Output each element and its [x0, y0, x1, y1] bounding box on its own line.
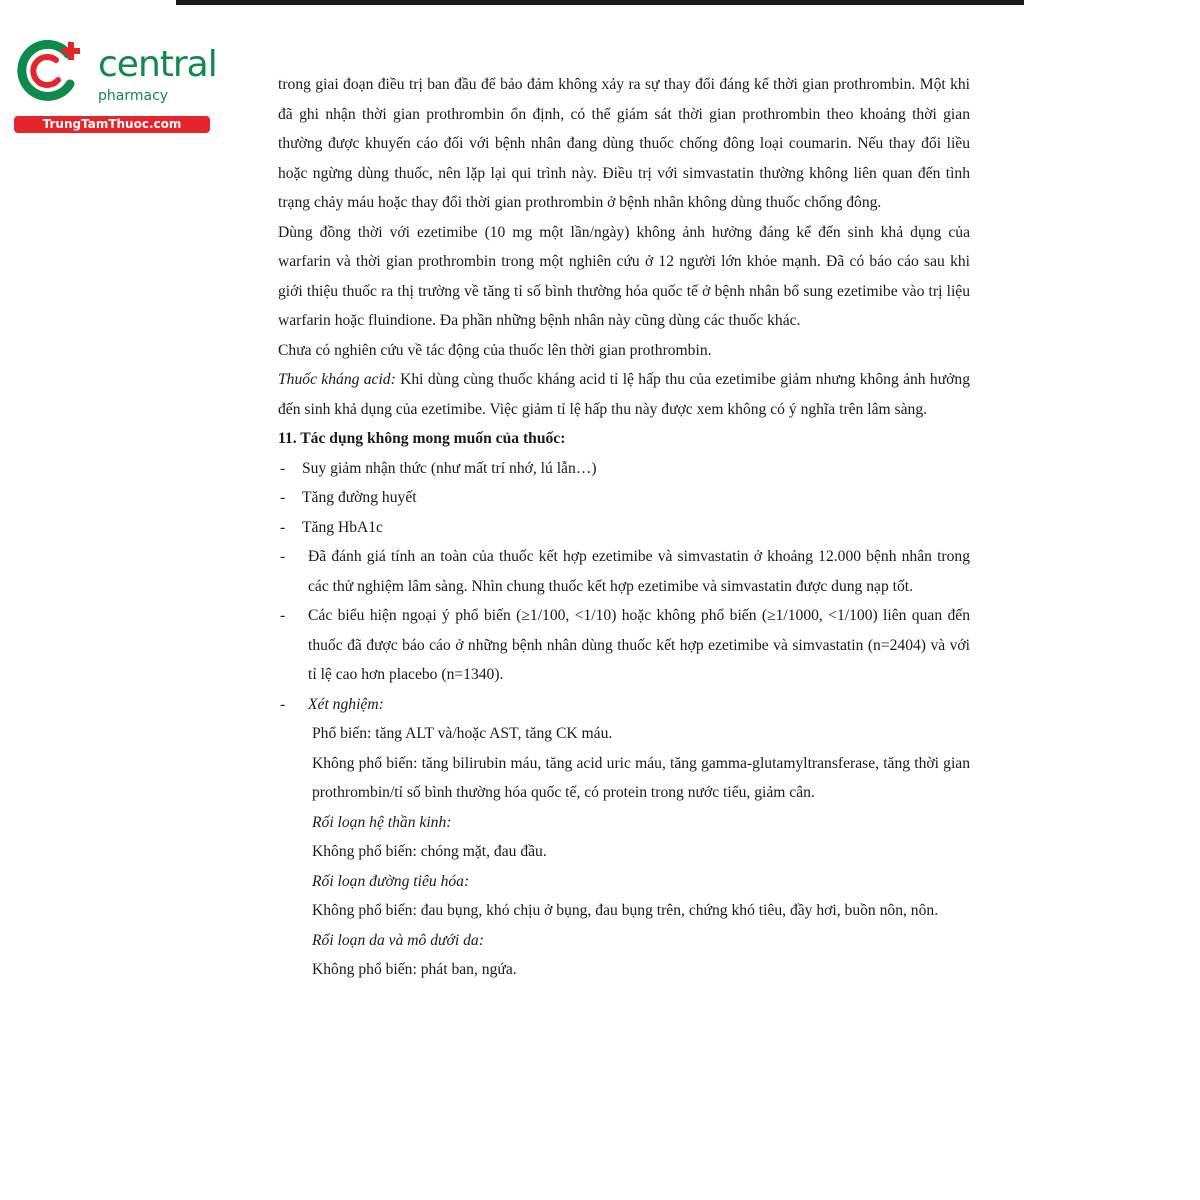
- list-dash: -: [280, 607, 286, 624]
- logo-site-text: TrungTamThuoc.com: [14, 116, 210, 133]
- scan-top-edge: [176, 0, 1024, 5]
- antacid-text: Khi dùng cùng thuốc kháng acid tỉ lệ hấp thu của ezetimibe giảm nhưng không ảnh hưởng đến sinh khả dụng của ezetimibe. Việc giảm tỉ lệ hấp thu này được xem không có ý nghĩa trên lâm sàng.: [278, 371, 970, 418]
- list-item: - Tăng HbA1c: [278, 513, 970, 543]
- lab-uncommon: Không phổ biến: tăng bilirubin máu, tăng acid uric máu, tăng gamma-glutamyltransferase, tăng thời gian prothrombin/tỉ số bình thường hóa quốc tế, có protein trong nước tiểu, giảm cân.: [312, 754, 970, 801]
- paragraph-prothrombin: trong giai đoạn điều trị ban đầu để bảo đảm không xảy ra sự thay đổi đáng kể thời gian prothrombin. Một khi đã ghi nhận thời gian prothrombin ổn định, có thể giám sát thời gian prothrombin theo khoảng thời gian thường được khuyến cáo đối với bệnh nhân đang dùng thuốc chống đông loại coumarin. Nếu thay đổi liều hoặc ngừng dùng thuốc, nên lặp lại qui trình này. Điều trị với simvastatin thường không liên quan đến tình trạng chảy máu hoặc thay đổi thời gian prothrombin ở bệnh nhân không dùng thuốc chống đông.: [278, 76, 970, 211]
- lab-common: Phổ biến: tăng ALT và/hoặc AST, tăng CK máu.: [312, 725, 613, 742]
- nervous-text: Không phổ biến: chóng mặt, đau đầu.: [312, 843, 547, 860]
- antacid-label: Thuốc kháng acid:: [278, 371, 396, 388]
- list-dash: -: [280, 518, 286, 536]
- central-pharmacy-logo: [10, 38, 217, 134]
- skin-text: Không phổ biến: phát ban, ngứa.: [312, 961, 517, 978]
- list-item: - Các biểu hiện ngoại ý phổ biến (≥1/100, <1/10) hoặc không phổ biến (≥1/1000, <1/100) liên quan đến thuốc đã được báo cáo ở những bệnh nhân dùng thuốc kết hợp ezetimibe và simvastatin (n=2404) và với tỉ lệ cao hơn placebo (n=1340).: [278, 601, 970, 690]
- section-heading: 11. Tác dụng không mong muốn của thuốc:: [278, 430, 566, 447]
- pharmacy-logo-icon: [10, 38, 90, 104]
- list-item: - Đã đánh giá tính an toàn của thuốc kết hợp ezetimibe và simvastatin ở khoảng 12.000 bệnh nhân trong các thử nghiệm lâm sàng. Nhìn chung thuốc kết hợp ezetimibe và simvastatin được dung nạp tốt.: [278, 542, 970, 601]
- list-dash: -: [280, 459, 286, 477]
- gi-text: Không phổ biến: đau bụng, khó chịu ở bụng, đau bụng trên, chứng khó tiêu, đầy hơi, buồn nôn, nôn.: [312, 902, 939, 919]
- list-item: - Tăng đường huyết: [278, 483, 970, 513]
- paragraph-ezetimibe-warfarin: Dùng đồng thời với ezetimibe (10 mg một lần/ngày) không ảnh hưởng đáng kể đến sinh khả dụng của warfarin và thời gian prothrombin trong một nghiên cứu ở 12 người lớn khỏe mạnh. Đã có báo cáo sau khi giới thiệu thuốc ra thị trường về tăng tỉ số bình thường hóa quốc tế ở bệnh nhân bổ sung ezetimibe vào trị liệu warfarin hoặc fluindione. Đa phần những bệnh nhân này cũng dùng các thuốc khác.: [278, 223, 970, 329]
- document-body: [278, 70, 970, 985]
- list-dash: -: [280, 489, 286, 506]
- gi-title: Rối loạn đường tiêu hóa:: [312, 872, 470, 890]
- list-dash: -: [280, 548, 286, 565]
- logo-brand-text: central: [98, 44, 217, 85]
- list-item: - Suy giảm nhận thức (như mất trí nhớ, lú lẫn…): [278, 454, 970, 484]
- list-dash: -: [280, 695, 286, 713]
- skin-title: Rối loạn da và mô dưới da:: [312, 931, 484, 949]
- nervous-title: Rối loạn hệ thần kinh:: [312, 813, 452, 831]
- paragraph-antacid: [278, 365, 970, 424]
- logo-sub-text: pharmacy: [98, 88, 169, 104]
- paragraph-no-study: Chưa có nghiên cứu về tác động của thuốc lên thời gian prothrombin.: [278, 341, 712, 359]
- list-item: - Xét nghiệm:: [278, 690, 970, 720]
